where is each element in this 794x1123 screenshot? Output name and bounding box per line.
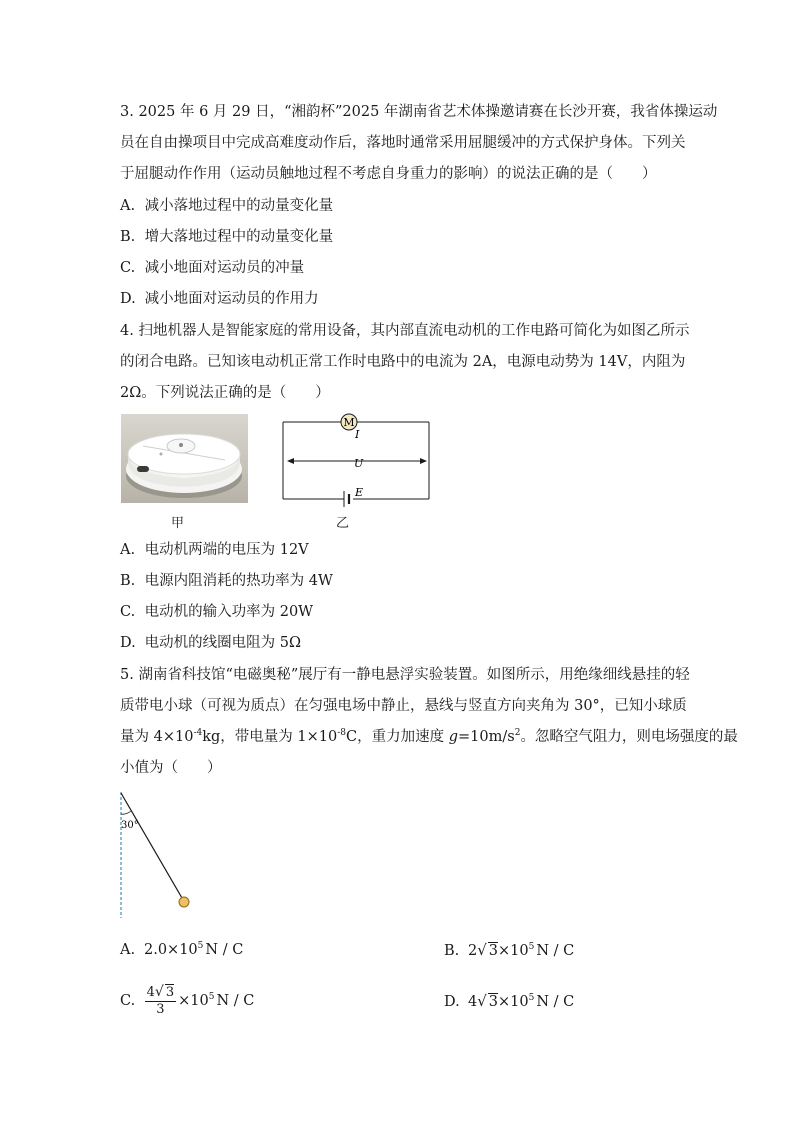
motor-label: M bbox=[343, 416, 355, 429]
q3-stem-line-1: 3. 2025 年 6 月 29 日，“湘韵杯”2025 年湖南省艺术体操邀请赛在长沙开赛，我省体操运动 bbox=[120, 104, 718, 120]
voltage-label: U bbox=[354, 457, 364, 470]
option-tag: D. bbox=[120, 635, 136, 651]
voltage-arrow-right bbox=[420, 458, 427, 464]
option-text: 减小地面对运动员的冲量 bbox=[144, 260, 305, 276]
q5-stem-line-2: 质带电小球（可视为质点）在匀强电场中静止，悬线与竖直方向夹角为 30°，已知小球质 bbox=[120, 698, 687, 714]
q5-stem-line-3: 量为 $4\times 10^{-4}kg$，带电量为 $1\times 10^{-8}C$，重力加速度 $g=10m/s^2$。忽略空气阻力，则电场强度的最 bbox=[120, 728, 738, 745]
fraction: $\frac{4√ 3}{3}$ bbox=[146, 984, 175, 1017]
figure-jia-caption: 甲 bbox=[171, 516, 185, 531]
q5-stem-line-4: 小值为（ ） bbox=[120, 760, 222, 776]
circuit-diagram bbox=[275, 408, 445, 530]
option-text: 增大落地过程中的动量变化量 bbox=[144, 229, 334, 245]
angle-arc bbox=[121, 811, 131, 814]
q5-option-d: D. 4√ $3\times 10^5$ N / C bbox=[444, 992, 575, 1010]
option-tag: B. bbox=[120, 573, 136, 589]
option-tag: A. bbox=[120, 198, 136, 214]
option-tag: A. bbox=[120, 542, 136, 558]
q5-option-c: C. $\frac{4√ 3}{3}$ $\times 10^5$ N / C bbox=[120, 984, 255, 1017]
option-text: 减小地面对运动员的作用力 bbox=[144, 291, 319, 307]
charged-ball bbox=[179, 897, 189, 907]
option-tag: B. bbox=[120, 229, 136, 245]
q4-stem-line-2: 的闭合电路。已知该电动机正常工作时电路中的电流为 2A，电源电动势为 14V，内阻为 bbox=[120, 354, 686, 370]
q5-option-b: B. 2√ $3\times 10^5$ N / C bbox=[444, 941, 575, 959]
q4-option-b bbox=[120, 571, 333, 591]
q3-option-c bbox=[120, 258, 304, 278]
q3-option-a bbox=[120, 196, 333, 216]
option-tag: C. bbox=[120, 604, 136, 620]
option-text: 电动机的线圈电阻为 5Ω bbox=[144, 635, 301, 651]
emf-label: E bbox=[355, 486, 364, 499]
angle-label: 30° bbox=[121, 820, 139, 831]
q4-option-d bbox=[120, 633, 301, 653]
suspension-string bbox=[121, 793, 182, 898]
q4-stem-line-1: 4. 扫地机器人是智能家庭的常用设备，其内部直流电动机的工作电路可简化为如图乙所示 bbox=[120, 323, 690, 339]
figure-yi-caption: 乙 bbox=[336, 516, 350, 531]
q5-stem-line-1: 5. 湖南省科技馆“电磁奥秘”展厅有一静电悬浮实验装置。如图所示，用绝缘细线悬挂的轻 bbox=[120, 667, 690, 683]
q4-option-a bbox=[120, 540, 309, 560]
robot-vacuum-image bbox=[121, 414, 248, 503]
q3-stem-line-2: 员在自由操项目中完成高难度动作后，落地时通常采用屈腿缓冲的方式保护身体。下列关 bbox=[120, 135, 686, 151]
option-text: 电动机两端的电压为 12V bbox=[144, 542, 309, 558]
option-text: 电源内阻消耗的热功率为 4W bbox=[144, 573, 333, 589]
current-label: I bbox=[355, 428, 360, 441]
q4-option-c bbox=[120, 602, 313, 622]
pendulum-diagram bbox=[114, 790, 204, 922]
option-tag: D. bbox=[120, 291, 136, 307]
option-text: 电动机的输入功率为 20W bbox=[144, 604, 314, 620]
option-tag: C. bbox=[120, 260, 136, 276]
robot-vacuum-photo bbox=[121, 414, 248, 503]
q3-option-d bbox=[120, 289, 319, 309]
option-text: 减小落地过程中的动量变化量 bbox=[144, 198, 334, 214]
voltage-arrow-left bbox=[287, 458, 294, 464]
q3-option-b bbox=[120, 227, 333, 247]
q4-stem-line-3: 2Ω。下列说法正确的是（ ） bbox=[120, 385, 330, 401]
q3-stem-line-3: 于屈腿动作作用（运动员触地过程不考虑自身重力的影响）的说法正确的是（ ） bbox=[120, 166, 657, 182]
q5-option-a: A. $2.0\times 10^5$ N / C bbox=[120, 941, 244, 958]
